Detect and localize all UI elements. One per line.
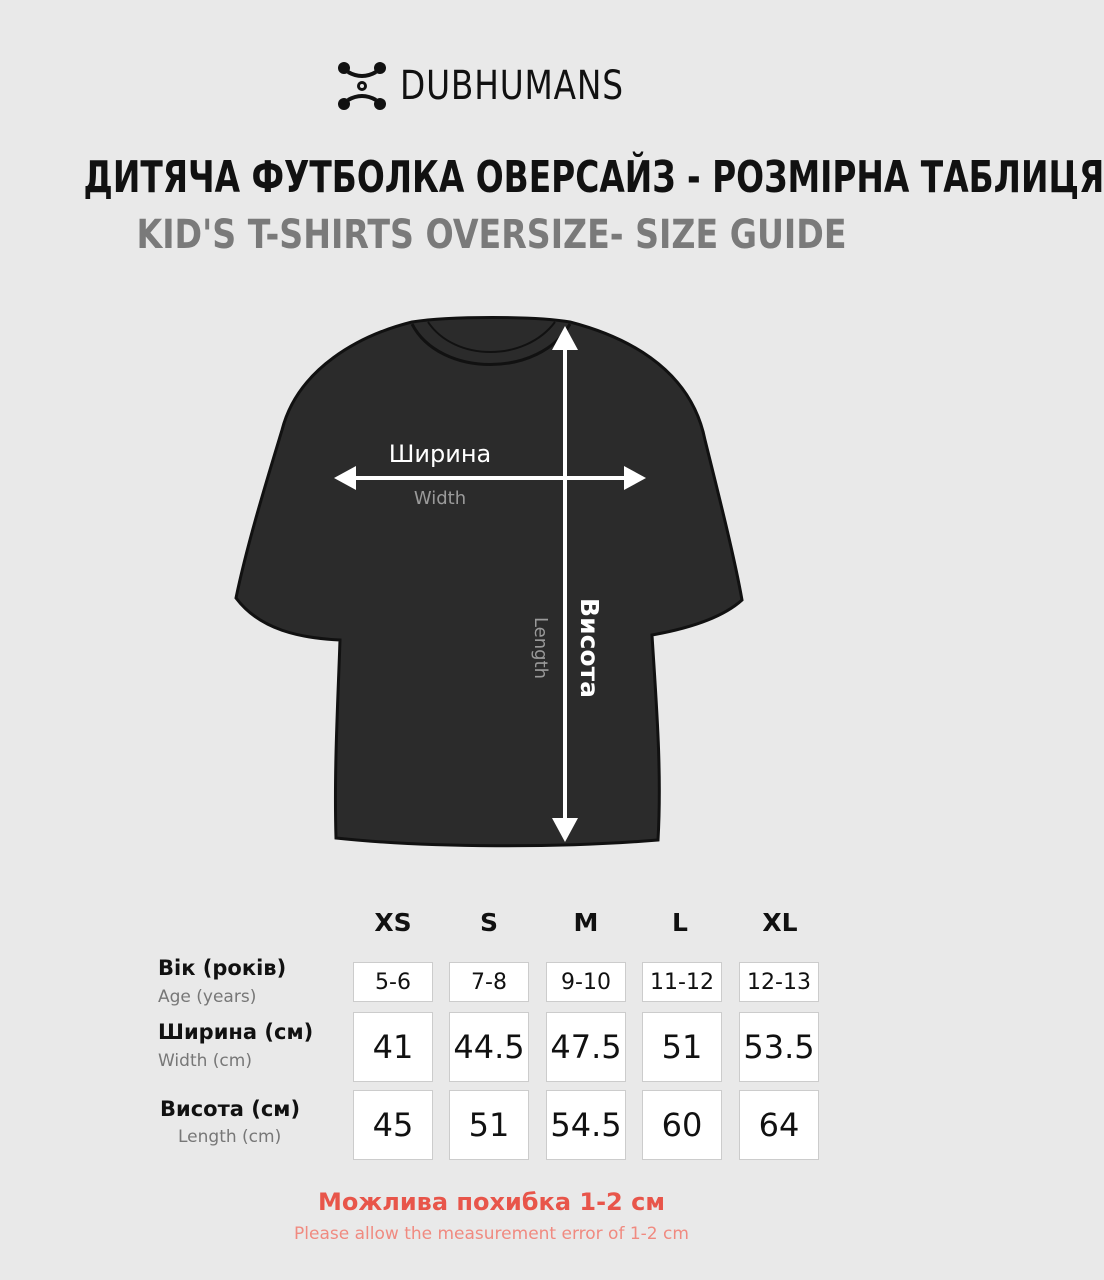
cell-age-xl: 12-13: [739, 962, 819, 1002]
row-label-length-en: Length (cm): [178, 1127, 282, 1147]
size-header-xl: XL: [762, 908, 798, 937]
width-label-en: Width: [413, 488, 467, 509]
cell-length-l: 60: [642, 1090, 722, 1160]
length-label-en: Length: [530, 616, 551, 680]
width-label-ua: Ширина: [388, 440, 492, 468]
cell-width-m: 47.5: [546, 1012, 626, 1082]
cell-age-s: 7-8: [449, 962, 529, 1002]
cell-length-xs: 45: [353, 1090, 433, 1160]
tshirt-body: [236, 318, 742, 846]
row-label-length: Висота (см): [160, 1097, 301, 1121]
cell-length-xl: 64: [739, 1090, 819, 1160]
measurement-note-en: Please allow the measurement error of 1-2 cm: [294, 1224, 689, 1244]
tshirt-diagram: [0, 300, 983, 860]
brand-logo: [336, 60, 673, 112]
cell-age-m: 9-10: [546, 962, 626, 1002]
size-header-m: M: [573, 908, 599, 937]
cell-width-xl: 53.5: [739, 1012, 819, 1082]
row-label-width-en: Width (cm): [158, 1051, 252, 1071]
cell-width-xs: 41: [353, 1012, 433, 1082]
cell-length-m: 54.5: [546, 1090, 626, 1160]
size-header-l: L: [672, 908, 688, 937]
cell-width-l: 51: [642, 1012, 722, 1082]
row-label-width: Ширина (см): [158, 1020, 314, 1044]
length-label-ua: Висота: [575, 598, 604, 698]
measurement-note: Можлива похибка 1-2 см: [318, 1188, 665, 1216]
cell-age-xs: 5-6: [353, 962, 433, 1002]
size-header-s: S: [479, 908, 498, 937]
dubhumans-logo-icon: [336, 60, 388, 112]
page-subtitle: KID'S T-SHIRTS OVERSIZE- SIZE GUIDE: [136, 212, 847, 258]
row-label-age: Вік (років): [158, 956, 287, 980]
size-header-xs: XS: [374, 908, 412, 937]
cell-length-s: 51: [449, 1090, 529, 1160]
cell-width-s: 44.5: [449, 1012, 529, 1082]
row-label-age-en: Age (years): [158, 987, 257, 1007]
page-title: ДИТЯЧА ФУТБОЛКА ОВЕРСАЙЗ - РОЗМІРНА ТАБЛИЦЯ: [83, 152, 1104, 203]
cell-age-l: 11-12: [642, 962, 722, 1002]
brand-name: DUBHUMANS: [400, 63, 624, 109]
